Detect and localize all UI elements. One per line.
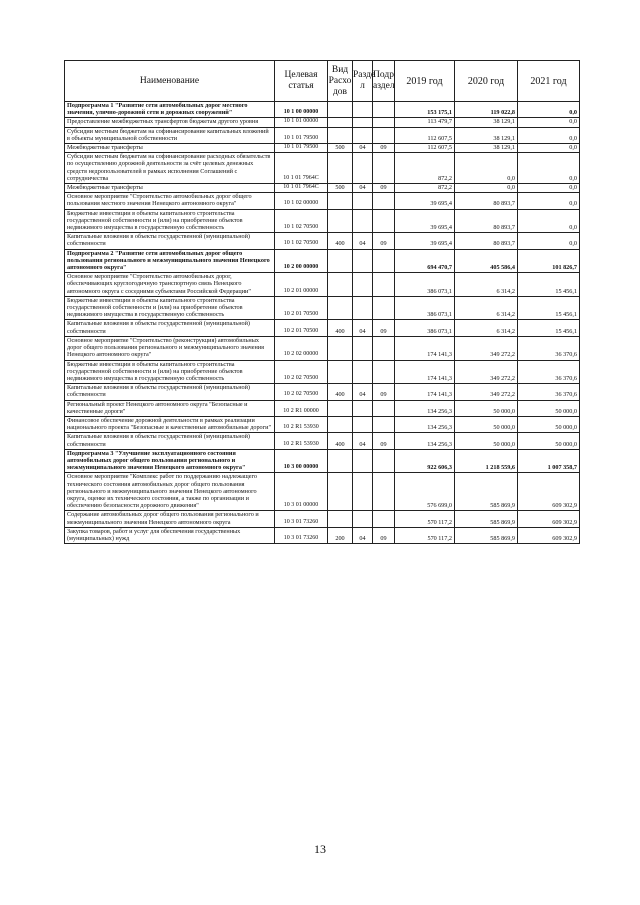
row-amount-2021: 0,0 — [518, 127, 580, 143]
row-name: Бюджетные инвестиции в объекты капитального строительства государственной собственности и (или) на приобретение объектов недвижимого имущества в государственную собственность — [65, 296, 275, 320]
table-row — [65, 118, 580, 127]
row-subsection: 09 — [373, 433, 395, 449]
row-name: Подпрограмма 3 "Улучшение эксплуатационного состояния автомобильных дорог общего пользования регионального и межмуниципального значения Ненецкого автономного округа" — [65, 449, 275, 473]
row-name: Капитальные вложения в объекты государственной (муниципальной) собственности — [65, 433, 275, 449]
row-expense-type — [328, 511, 353, 527]
table-row — [65, 400, 580, 416]
row-expense-type — [328, 473, 353, 511]
row-subsection — [373, 102, 395, 118]
row-target-article: 10 2 02 70500 — [275, 384, 328, 400]
table-row — [65, 144, 580, 153]
table-row — [65, 433, 580, 449]
row-target-article: 10 3 01 73260 — [275, 527, 328, 543]
row-amount-2020: 585 869,9 — [455, 527, 518, 543]
row-name: Подпрограмма 1 "Развитие сети автомобильных дорог местного значения, улично-дорожной сети и дорожных сооружений" — [65, 102, 275, 118]
row-section — [353, 118, 373, 127]
row-amount-2019: 386 073,1 — [395, 320, 455, 336]
row-amount-2021: 15 456,1 — [518, 320, 580, 336]
row-amount-2020: 38 129,1 — [455, 118, 518, 127]
row-target-article: 10 1 02 70500 — [275, 209, 328, 233]
row-subsection — [373, 449, 395, 473]
row-section — [353, 296, 373, 320]
row-amount-2021: 0,0 — [518, 118, 580, 127]
row-expense-type — [328, 209, 353, 233]
row-section — [353, 127, 373, 143]
row-name: Предоставление межбюджетных трансфертов бюджетам другого уровня — [65, 118, 275, 127]
row-name: Основное мероприятие "Строительство автомобильных дорог общего пользования местного значения Ненецкого автономного округа" — [65, 193, 275, 209]
row-subsection — [373, 336, 395, 360]
row-amount-2020: 585 869,9 — [455, 511, 518, 527]
row-subsection: 09 — [373, 320, 395, 336]
row-target-article: 10 3 01 00000 — [275, 473, 328, 511]
row-amount-2020: 349 272,2 — [455, 360, 518, 384]
row-amount-2020: 6 314,2 — [455, 273, 518, 297]
table-row — [65, 416, 580, 432]
row-amount-2019: 39 695,4 — [395, 233, 455, 249]
header-target-article: Целевая статья — [275, 61, 328, 102]
row-amount-2020: 405 586,4 — [455, 249, 518, 273]
header-subsection: Подр аздел — [373, 61, 395, 102]
row-amount-2020: 38 129,1 — [455, 127, 518, 143]
row-amount-2021: 0,0 — [518, 233, 580, 249]
row-subsection — [373, 249, 395, 273]
row-amount-2019: 153 175,1 — [395, 102, 455, 118]
row-amount-2019: 112 607,5 — [395, 127, 455, 143]
row-target-article: 10 2 R1 53930 — [275, 433, 328, 449]
row-target-article: 10 2 01 70500 — [275, 320, 328, 336]
header-section: Разде л — [353, 61, 373, 102]
row-amount-2019: 386 073,1 — [395, 296, 455, 320]
table-row — [65, 527, 580, 543]
row-expense-type — [328, 449, 353, 473]
row-amount-2019: 39 695,4 — [395, 209, 455, 233]
table-row — [65, 360, 580, 384]
row-section — [353, 209, 373, 233]
row-expense-type: 400 — [328, 320, 353, 336]
row-section: 04 — [353, 233, 373, 249]
row-target-article: 10 1 02 70500 — [275, 233, 328, 249]
row-target-article: 10 3 01 73260 — [275, 511, 328, 527]
row-amount-2021: 609 302,9 — [518, 527, 580, 543]
header-name: Наименование — [65, 61, 275, 102]
header-2020: 2020 год — [455, 61, 518, 102]
table-row — [65, 102, 580, 118]
row-expense-type — [328, 336, 353, 360]
row-section — [353, 249, 373, 273]
row-amount-2021: 1 007 358,7 — [518, 449, 580, 473]
row-expense-type — [328, 360, 353, 384]
table-row — [65, 193, 580, 209]
row-name: Субсидии местным бюджетам на софинансирование расходных обязательств по осуществлению дорожной деятельности за счёт целевых денежных средств недропользователей в рамках исполнения Соглашений с сотрудничества — [65, 153, 275, 184]
row-amount-2019: 134 256,3 — [395, 400, 455, 416]
row-amount-2019: 694 470,7 — [395, 249, 455, 273]
row-expense-type — [328, 127, 353, 143]
row-amount-2020: 119 022,8 — [455, 102, 518, 118]
row-amount-2020: 80 893,7 — [455, 193, 518, 209]
row-section — [353, 153, 373, 184]
row-amount-2019: 570 117,2 — [395, 511, 455, 527]
row-amount-2021: 609 302,9 — [518, 473, 580, 511]
row-name: Межбюджетные трансферты — [65, 144, 275, 153]
table-body — [65, 102, 580, 544]
table-row — [65, 511, 580, 527]
table-row — [65, 153, 580, 184]
table-row — [65, 320, 580, 336]
table-row — [65, 249, 580, 273]
row-name: Капитальные вложения в объекты государственной (муниципальной) собственности — [65, 320, 275, 336]
row-amount-2019: 39 695,4 — [395, 193, 455, 209]
row-subsection — [373, 127, 395, 143]
row-target-article: 10 2 R1 53930 — [275, 416, 328, 432]
row-amount-2021: 0,0 — [518, 193, 580, 209]
row-target-article: 10 1 00 00000 — [275, 102, 328, 118]
row-subsection: 09 — [373, 527, 395, 543]
row-section — [353, 336, 373, 360]
row-amount-2019: 922 606,3 — [395, 449, 455, 473]
row-section — [353, 193, 373, 209]
row-target-article: 10 2 01 70500 — [275, 296, 328, 320]
row-amount-2020: 349 272,2 — [455, 384, 518, 400]
row-section: 04 — [353, 433, 373, 449]
row-expense-type: 400 — [328, 433, 353, 449]
header-expense-type: Вид Расхо дов — [328, 61, 353, 102]
row-name: Капитальные вложения в объекты государственной (муниципальной) собственности — [65, 233, 275, 249]
row-subsection — [373, 209, 395, 233]
row-subsection — [373, 153, 395, 184]
row-subsection — [373, 193, 395, 209]
row-amount-2019: 576 699,0 — [395, 473, 455, 511]
row-target-article: 10 1 01 79500 — [275, 144, 328, 153]
row-amount-2021: 0,0 — [518, 144, 580, 153]
row-name: Подпрограмма 2 "Развитие сети автомобильных дорог общего пользования регионального и межмуниципального значения Ненецкого автономного округа" — [65, 249, 275, 273]
table-header-row — [65, 61, 580, 102]
row-expense-type: 400 — [328, 384, 353, 400]
table-row — [65, 336, 580, 360]
row-amount-2020: 50 000,0 — [455, 416, 518, 432]
row-amount-2021: 50 000,0 — [518, 433, 580, 449]
row-section — [353, 102, 373, 118]
table-row — [65, 184, 580, 193]
row-amount-2020: 0,0 — [455, 153, 518, 184]
row-name: Финансовое обеспечение дорожной деятельности в рамках реализации национального проекта "Безопасные и качественные автомобильные дороги" — [65, 416, 275, 432]
budget-table — [64, 60, 580, 544]
row-section — [353, 449, 373, 473]
table-row — [65, 233, 580, 249]
row-name: Основное мероприятие "Комплекс работ по поддержанию надлежащего технического состояния автомобильных дорог общего пользования регионального и межмуниципального значения Ненецкого автономного округа, оценке их технического состояния, а также по организации и обеспечению безопасности дорожного движения" — [65, 473, 275, 511]
row-target-article: 10 2 R1 00000 — [275, 400, 328, 416]
row-amount-2020: 80 893,7 — [455, 233, 518, 249]
row-amount-2019: 134 256,3 — [395, 416, 455, 432]
row-amount-2021: 36 370,6 — [518, 360, 580, 384]
row-expense-type — [328, 193, 353, 209]
row-amount-2019: 174 141,3 — [395, 384, 455, 400]
table-row — [65, 209, 580, 233]
row-expense-type — [328, 118, 353, 127]
row-amount-2021: 609 302,9 — [518, 511, 580, 527]
row-name: Основное мероприятие "Строительство автомобильных дорог, обеспечивающих круглогодичную транспортную связь Ненецкого автономного округа с соседними субъектами Российской Федерации" — [65, 273, 275, 297]
row-section — [353, 511, 373, 527]
row-section — [353, 416, 373, 432]
row-name: Бюджетные инвестиции в объекты капитального строительства государственной собственности и (или) на приобретение объектов недвижимого имущества в государственную собственность — [65, 209, 275, 233]
table-row — [65, 449, 580, 473]
row-target-article: 10 1 01 79500 — [275, 127, 328, 143]
row-subsection — [373, 118, 395, 127]
row-subsection: 09 — [373, 144, 395, 153]
row-section — [353, 360, 373, 384]
row-target-article: 10 1 01 7964С — [275, 184, 328, 193]
table-row — [65, 473, 580, 511]
row-subsection — [373, 360, 395, 384]
row-target-article: 10 3 00 00000 — [275, 449, 328, 473]
row-name: Региональный проект Ненецкого автономного округа "Безопасные и качественные дороги" — [65, 400, 275, 416]
row-amount-2020: 50 000,0 — [455, 400, 518, 416]
row-amount-2021: 101 826,7 — [518, 249, 580, 273]
row-expense-type — [328, 273, 353, 297]
row-amount-2020: 585 869,9 — [455, 473, 518, 511]
row-subsection: 09 — [373, 184, 395, 193]
row-amount-2019: 113 479,7 — [395, 118, 455, 127]
page-number: 13 — [314, 842, 326, 856]
row-amount-2020: 6 314,2 — [455, 320, 518, 336]
row-amount-2021: 36 370,6 — [518, 336, 580, 360]
row-amount-2021: 0,0 — [518, 102, 580, 118]
row-subsection — [373, 511, 395, 527]
header-2019: 2019 год — [395, 61, 455, 102]
row-amount-2020: 6 314,2 — [455, 296, 518, 320]
row-amount-2021: 0,0 — [518, 184, 580, 193]
header-2021: 2021 год — [518, 61, 580, 102]
row-amount-2019: 174 141,3 — [395, 360, 455, 384]
row-expense-type: 500 — [328, 184, 353, 193]
row-subsection: 09 — [373, 384, 395, 400]
row-expense-type — [328, 400, 353, 416]
row-subsection — [373, 473, 395, 511]
row-amount-2019: 570 117,2 — [395, 527, 455, 543]
row-section — [353, 400, 373, 416]
row-amount-2020: 1 218 559,6 — [455, 449, 518, 473]
row-section: 04 — [353, 384, 373, 400]
row-target-article: 10 1 02 00000 — [275, 193, 328, 209]
row-expense-type — [328, 296, 353, 320]
row-name: Содержание автомобильных дорог общего пользования регионального и межмуниципального значения Ненецкого автономного округа — [65, 511, 275, 527]
row-name: Капитальные вложения в объекты государственной (муниципальной) собственности — [65, 384, 275, 400]
row-amount-2021: 50 000,0 — [518, 416, 580, 432]
row-amount-2019: 174 141,3 — [395, 336, 455, 360]
row-subsection — [373, 400, 395, 416]
row-amount-2019: 872,2 — [395, 184, 455, 193]
row-section: 04 — [353, 144, 373, 153]
row-amount-2020: 38 129,1 — [455, 144, 518, 153]
row-section: 04 — [353, 184, 373, 193]
row-section: 04 — [353, 527, 373, 543]
row-amount-2021: 15 456,1 — [518, 296, 580, 320]
row-name: Субсидии местным бюджетам на софинансирование капитальных вложений в объекты муниципальной собственности — [65, 127, 275, 143]
row-name: Бюджетные инвестиции в объекты капитального строительства государственной собственности и (или) на приобретение объектов недвижимого имущества в государственную собственность — [65, 360, 275, 384]
row-target-article: 10 1 01 00000 — [275, 118, 328, 127]
row-amount-2021: 0,0 — [518, 209, 580, 233]
row-amount-2021: 36 370,6 — [518, 384, 580, 400]
table-row — [65, 296, 580, 320]
row-subsection — [373, 273, 395, 297]
row-expense-type — [328, 153, 353, 184]
row-amount-2020: 349 272,2 — [455, 336, 518, 360]
row-section — [353, 273, 373, 297]
table-row — [65, 127, 580, 143]
row-name: Межбюджетные трансферты — [65, 184, 275, 193]
row-expense-type — [328, 249, 353, 273]
row-amount-2019: 112 607,5 — [395, 144, 455, 153]
row-amount-2019: 386 073,1 — [395, 273, 455, 297]
row-amount-2020: 80 893,7 — [455, 209, 518, 233]
row-amount-2021: 50 000,0 — [518, 400, 580, 416]
row-amount-2020: 0,0 — [455, 184, 518, 193]
row-expense-type — [328, 416, 353, 432]
row-subsection — [373, 416, 395, 432]
row-target-article: 10 2 00 00000 — [275, 249, 328, 273]
row-name: Основное мероприятие "Строительство (реконструкция) автомобильных дорог общего пользования регионального и межмуниципального значения Ненецкого автономного округа" — [65, 336, 275, 360]
row-amount-2021: 0,0 — [518, 153, 580, 184]
row-section: 04 — [353, 320, 373, 336]
table-row — [65, 273, 580, 297]
row-expense-type — [328, 102, 353, 118]
row-name: Закупка товаров, работ и услуг для обеспечения государственных (муниципальных) нужд — [65, 527, 275, 543]
row-target-article: 10 2 02 00000 — [275, 336, 328, 360]
row-amount-2019: 134 256,3 — [395, 433, 455, 449]
row-section — [353, 473, 373, 511]
row-amount-2020: 50 000,0 — [455, 433, 518, 449]
row-amount-2019: 872,2 — [395, 153, 455, 184]
row-target-article: 10 1 01 7964С — [275, 153, 328, 184]
row-expense-type: 200 — [328, 527, 353, 543]
row-subsection — [373, 296, 395, 320]
table-row — [65, 384, 580, 400]
row-expense-type: 500 — [328, 144, 353, 153]
row-subsection: 09 — [373, 233, 395, 249]
row-target-article: 10 2 01 00000 — [275, 273, 328, 297]
row-expense-type: 400 — [328, 233, 353, 249]
row-amount-2021: 15 456,1 — [518, 273, 580, 297]
row-target-article: 10 2 02 70500 — [275, 360, 328, 384]
